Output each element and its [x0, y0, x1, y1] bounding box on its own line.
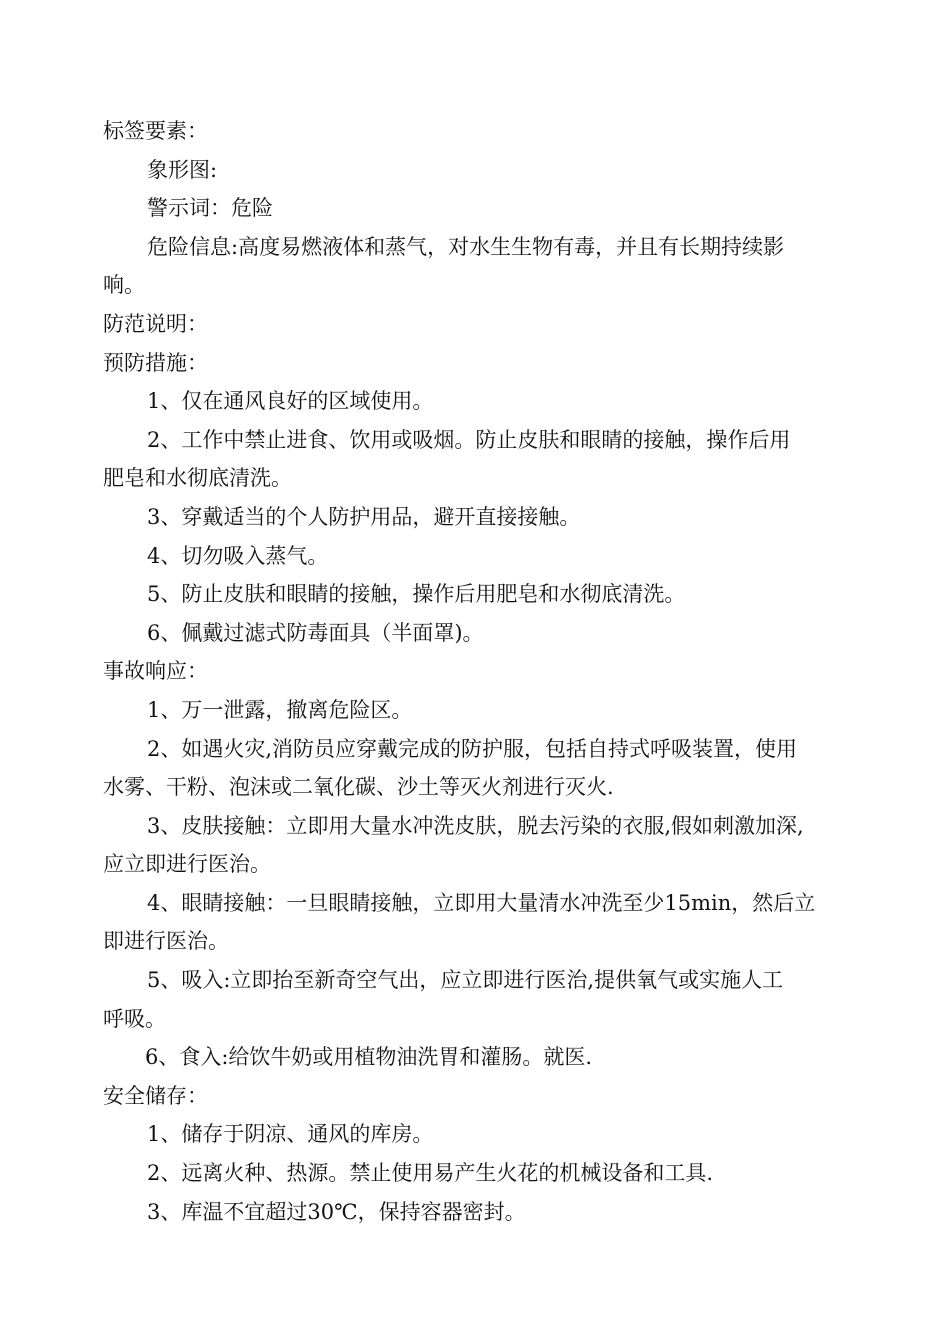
- signal-word-line: 警示词：危险: [147, 196, 273, 221]
- label-elements-heading: 标签要素：: [103, 119, 208, 143]
- response-item-continuation: 水雾、干粉、泡沫或二氧化碳、沙土等灭火剂进行灭火.: [103, 775, 614, 800]
- response-item-continuation: 即进行医治。: [103, 929, 229, 954]
- pictogram-line: 象形图:: [147, 157, 218, 182]
- prevention-item: 5、防止皮肤和眼睛的接触，操作后用肥皂和水彻底清洗。: [147, 582, 686, 607]
- response-heading: 事故响应：: [103, 659, 208, 684]
- storage-heading: 安全储存：: [103, 1083, 208, 1108]
- response-item: 4、眼睛接触：一旦眼睛接触，立即用大量清水冲洗至少15min，然后立: [147, 890, 816, 915]
- prevention-item: 4、切勿吸入蒸气。: [147, 543, 329, 568]
- response-item: 2、如遇火灾,消防员应穿戴完成的防护服，包括自持式呼吸装置，使用: [147, 736, 798, 761]
- prevention-item-continuation: 肥皂和水彻底清洗。: [103, 466, 292, 491]
- prevention-item: 3、穿戴适当的个人防护用品，避开直接接触。: [147, 504, 581, 529]
- response-item: 3、皮肤接触：立即用大量水冲洗皮肤，脱去污染的衣服,假如刺激加深,: [147, 813, 804, 838]
- hazard-info-line: 危险信息:高度易燃液体和蒸气，对水生生物有毒，并且有长期持续影: [147, 234, 785, 259]
- prevention-item: 2、工作中禁止进食、饮用或吸烟。防止皮肤和眼睛的接触，操作后用: [147, 427, 791, 452]
- storage-item: 3、库温不宜超过30℃，保持容器密封。: [147, 1199, 526, 1224]
- document-body: [103, 112, 853, 1231]
- storage-item: 2、远离火种、热源。禁止使用易产生火花的机械设备和工具.: [147, 1161, 714, 1186]
- response-item: 1、万一泄露，撤离危险区。: [147, 697, 413, 722]
- prevention-item: 6、佩戴过滤式防毒面具（半面罩)。: [147, 620, 484, 645]
- hazard-info-continuation: 响。: [103, 273, 145, 298]
- response-item-continuation: 应立即进行医治。: [103, 852, 271, 877]
- response-item-continuation: 呼吸。: [103, 1006, 166, 1031]
- response-item: 5、吸入:立即抬至新奇空气出，应立即进行医治,提供氧气或实施人工: [147, 968, 784, 993]
- storage-item: 1、储存于阴凉、通风的库房。: [147, 1122, 434, 1147]
- prevention-heading: 预防措施：: [103, 350, 208, 375]
- prevention-item: 1、仅在通风良好的区域使用。: [147, 389, 434, 414]
- precautions-heading: 防范说明：: [103, 311, 208, 336]
- response-item: 6、食入:给饮牛奶或用植物油洗胃和灌肠。就医.: [145, 1045, 593, 1070]
